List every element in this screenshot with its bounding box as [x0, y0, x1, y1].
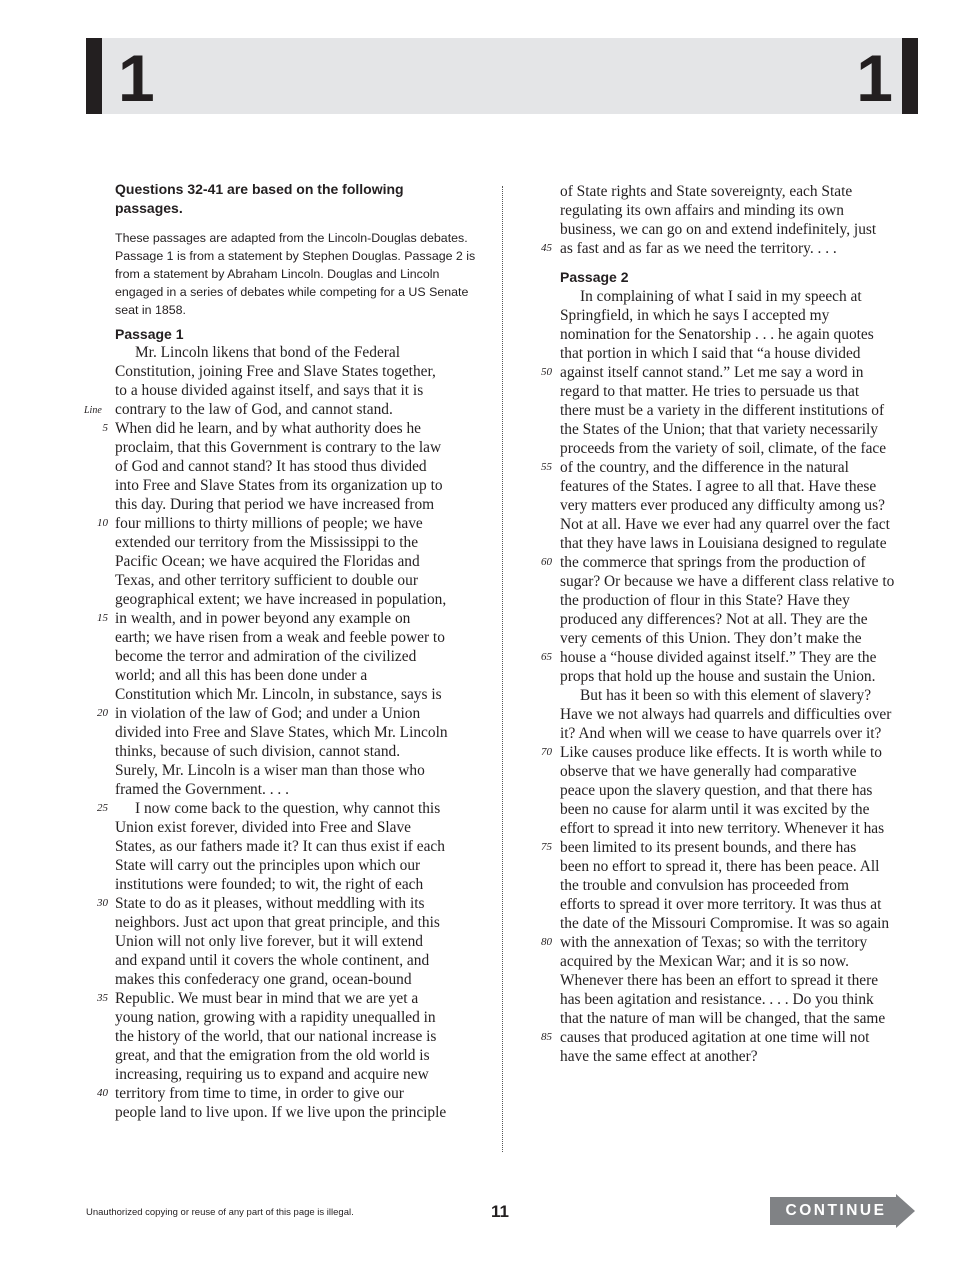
passage-line: produced any differences? Not at all. They are the	[560, 611, 868, 628]
passage-1-label: Passage 1	[115, 326, 184, 342]
passage-line: very cements of this Union. They don’t make the	[560, 630, 862, 647]
passage-line: territory from time to time, in order to give our	[115, 1085, 404, 1102]
passage-line: Constitution which Mr. Lincoln, in substance, says is	[115, 686, 442, 703]
header-bar-right	[902, 38, 918, 114]
passage-introduction: These passages are adapted from the Lincoln-Douglas debates. Passage 1 is from a statement by Stephen Douglas. Passage 2 is from a statement by Abraham Lincoln. Douglas and Lincoln engaged in a series of debates while competing for a US Senate seat in 1858.	[115, 231, 476, 317]
passage-line: that portion in which I said that “a house divided	[560, 345, 861, 362]
passage-line: State will carry out the principles upon which our	[115, 857, 421, 874]
continue-label: CONTINUE	[785, 1202, 887, 1219]
line-number: 35	[97, 992, 108, 1004]
passage-line: I now come back to the question, why cannot this	[135, 800, 441, 817]
passage-line: there must be a variety in the different institutions of	[560, 402, 885, 419]
line-number: 50	[541, 366, 552, 378]
line-number: 20	[97, 707, 108, 719]
passage-line: sugar? Or because we have a different class relative to	[560, 573, 895, 590]
line-number: 70	[541, 746, 552, 758]
passage-line: against itself cannot stand.” Let me say a word in	[560, 364, 864, 381]
line-number: 10	[97, 517, 108, 529]
passage-line: the States of the Union; that that variety necessarily	[560, 421, 878, 438]
passage-line: with the annexation of Texas; so with the territory	[560, 934, 868, 951]
line-number: 55	[541, 461, 552, 473]
line-number: 60	[541, 556, 552, 568]
passage-line: geographical extent; we have increased in population,	[115, 591, 447, 608]
passage-line: nomination for the Senatorship . . . he again quotes	[560, 326, 874, 343]
line-number: 45	[541, 242, 552, 254]
passage-line: people land to live upon. If we live upon the principle	[115, 1104, 447, 1121]
passage-line: Whenever there has been an effort to spread it there	[560, 972, 879, 989]
passage-line: in wealth, and in power beyond any example on	[115, 610, 411, 627]
passage-line: the history of the world, that our national increase is	[115, 1028, 437, 1045]
line-label: Line	[84, 405, 102, 416]
passage-line: business, we can go on and extend indefinitely, just	[560, 221, 877, 238]
passage-2-label: Passage 2	[560, 269, 629, 285]
passage-line: young nation, growing with a rapidity unequalled in	[115, 1009, 436, 1026]
passage-line: been no cause for alarm until it was excited by the	[560, 801, 870, 818]
line-number: 25	[97, 802, 108, 814]
passage-line: of State rights and State sovereignty, each State	[560, 183, 853, 200]
passage-line: the commerce that springs from the production of	[560, 554, 866, 571]
passage-line: as fast and as far as we need the territory. . . .	[560, 240, 837, 257]
passage-line: been no effort to spread it, there has been peace. All	[560, 858, 880, 875]
continue-indicator	[770, 1194, 916, 1228]
passage-line: earth; we have risen from a weak and feeble power to	[115, 629, 445, 646]
passage-line: Not at all. Have we ever had any quarrel over the fact	[560, 516, 890, 533]
passage-line: that the nature of man will be changed, that the same	[560, 1010, 886, 1027]
passage-line: makes this confederacy one grand, ocean-bound	[115, 971, 412, 988]
column-divider	[502, 186, 503, 1152]
passage-line: Union exist forever, divided into Free and Slave	[115, 819, 412, 836]
passage-line: Pacific Ocean; we have acquired the Floridas and	[115, 553, 420, 570]
questions-heading: Questions 32-41 are based on the following passages.	[115, 181, 404, 216]
passage-line: Springfield, in which he says I accepted my	[560, 307, 830, 324]
passage-line: and expand until it covers the whole continent, and	[115, 952, 430, 969]
passage-line: the date of the Missouri Compromise. It was so again	[560, 915, 890, 932]
passage-line: efforts to spread it over more territory. It was thus at	[560, 896, 882, 913]
passage-line: Mr. Lincoln likens that bond of the Federal	[135, 344, 401, 361]
section-number-right: 1	[856, 41, 893, 115]
passage-line: effort to spread it into new territory. Whenever it has	[560, 820, 885, 837]
page-number: 11	[491, 1202, 509, 1221]
passage-line: divided into Free and Slave States, which Mr. Lincoln	[115, 724, 448, 741]
passage-line: institutions were founded; to wit, the right of each	[115, 876, 424, 893]
header-band	[86, 38, 918, 114]
passage-line: peace upon the slavery question, and that there has	[560, 782, 873, 799]
passage-line: In complaining of what I said in my speech at	[580, 288, 862, 305]
passage-line: extended our territory from the Mississippi to the	[115, 534, 419, 551]
passage-line: this day. During that period we have increased from	[115, 496, 435, 513]
passage-line: become the terror and admiration of the civilized	[115, 648, 417, 665]
passage-line: States, as our fathers made it? It can thus exist if each	[115, 838, 445, 855]
passage-line: framed the Government. . . .	[115, 781, 289, 798]
passage-line: of God and cannot stand? It has stood thus divided	[115, 458, 427, 475]
copyright-notice: Unauthorized copying or reuse of any part of this page is illegal.	[86, 1207, 354, 1218]
passage-line: the trouble and convulsion has proceeded from	[560, 877, 849, 894]
passage-line: have the same effect at another?	[560, 1048, 758, 1065]
passage-line: causes that produced agitation at one time will not	[560, 1029, 870, 1046]
passage-line: house a “house divided against itself.” They are the	[560, 649, 877, 666]
line-number: 30	[97, 897, 108, 909]
passage-line: the production of flour in this State? Have they	[560, 592, 850, 609]
passage-line: Constitution, joining Free and Slave States together,	[115, 363, 436, 380]
passage-line: proceeds from the variety of soil, climate, of the face	[560, 440, 887, 457]
passage-line: thinks, because of such division, cannot stand.	[115, 743, 401, 760]
section-number-left: 1	[118, 41, 155, 115]
line-number: 15	[97, 612, 108, 624]
line-number: 85	[541, 1031, 552, 1043]
passage-line: acquired by the Mexican War; and it is so now.	[560, 953, 849, 970]
passage-line: When did he learn, and by what authority does he	[115, 420, 422, 437]
passage-line: observe that we have generally had comparative	[560, 763, 857, 780]
passage-line: features of the States. I agree to all that. Have these	[560, 478, 877, 495]
passage-line: proclaim, that this Government is contrary to the law	[115, 439, 442, 456]
passage-line: Texas, and other territory sufficient to double our	[115, 572, 418, 589]
passage-line: Surely, Mr. Lincoln is a wiser man than those who	[115, 762, 425, 779]
line-number: 80	[541, 936, 552, 948]
passage-line: regard to that matter. He tries to persuade us that	[560, 383, 860, 400]
line-number: 40	[97, 1087, 108, 1099]
passage-line: to a house divided against itself, and says that it is	[115, 382, 424, 399]
passage-line: Union will not only live forever, but it will extend	[115, 933, 424, 950]
passage-line: props that hold up the house and sustain the Union.	[560, 668, 876, 685]
header-bar-left	[86, 38, 102, 114]
passage-line: regulating its own affairs and minding its own	[560, 202, 844, 219]
passage-line: Have we not always had quarrels and difficulties over	[560, 706, 892, 723]
passage-line: great, and that the emigration from the old world is	[115, 1047, 430, 1064]
line-number: 65	[541, 651, 552, 663]
passage-line: been limited to its present bounds, and there has	[560, 839, 857, 856]
passage-line: Republic. We must bear in mind that we are yet a	[115, 990, 419, 1007]
passage-line: four millions to thirty millions of people; we have	[115, 515, 423, 532]
passage-line: very matters ever produced any difficulty among us?	[560, 497, 885, 514]
passage-line: State to do as it pleases, without meddling with its	[115, 895, 425, 912]
passage-line: increasing, requiring us to expand and acquire new	[115, 1066, 429, 1083]
passage-line: has been agitation and resistance. . . . Do you think	[560, 991, 874, 1008]
passage-line: But has it been so with this element of slavery?	[580, 687, 872, 704]
passage-line: of the country, and the difference in the natural	[560, 459, 849, 476]
passage-line: contrary to the law of God, and cannot stand.	[115, 401, 393, 418]
passage-line: into Free and Slave States from its organization up to	[115, 477, 443, 494]
passage-line: Like causes produce like effects. It is worth while to	[560, 744, 882, 761]
passage-line: it? And when will we cease to have quarrels over it?	[560, 725, 882, 742]
passage-line: world; and all this has been done under a	[115, 667, 368, 684]
line-number: 5	[102, 422, 108, 434]
passage-line: that they have laws in Louisiana designed to regulate	[560, 535, 887, 552]
passage-line: in violation of the law of God; and under a Union	[115, 705, 421, 722]
line-number: 75	[541, 841, 552, 853]
passage-line: neighbors. Just act upon that great principle, and this	[115, 914, 440, 931]
